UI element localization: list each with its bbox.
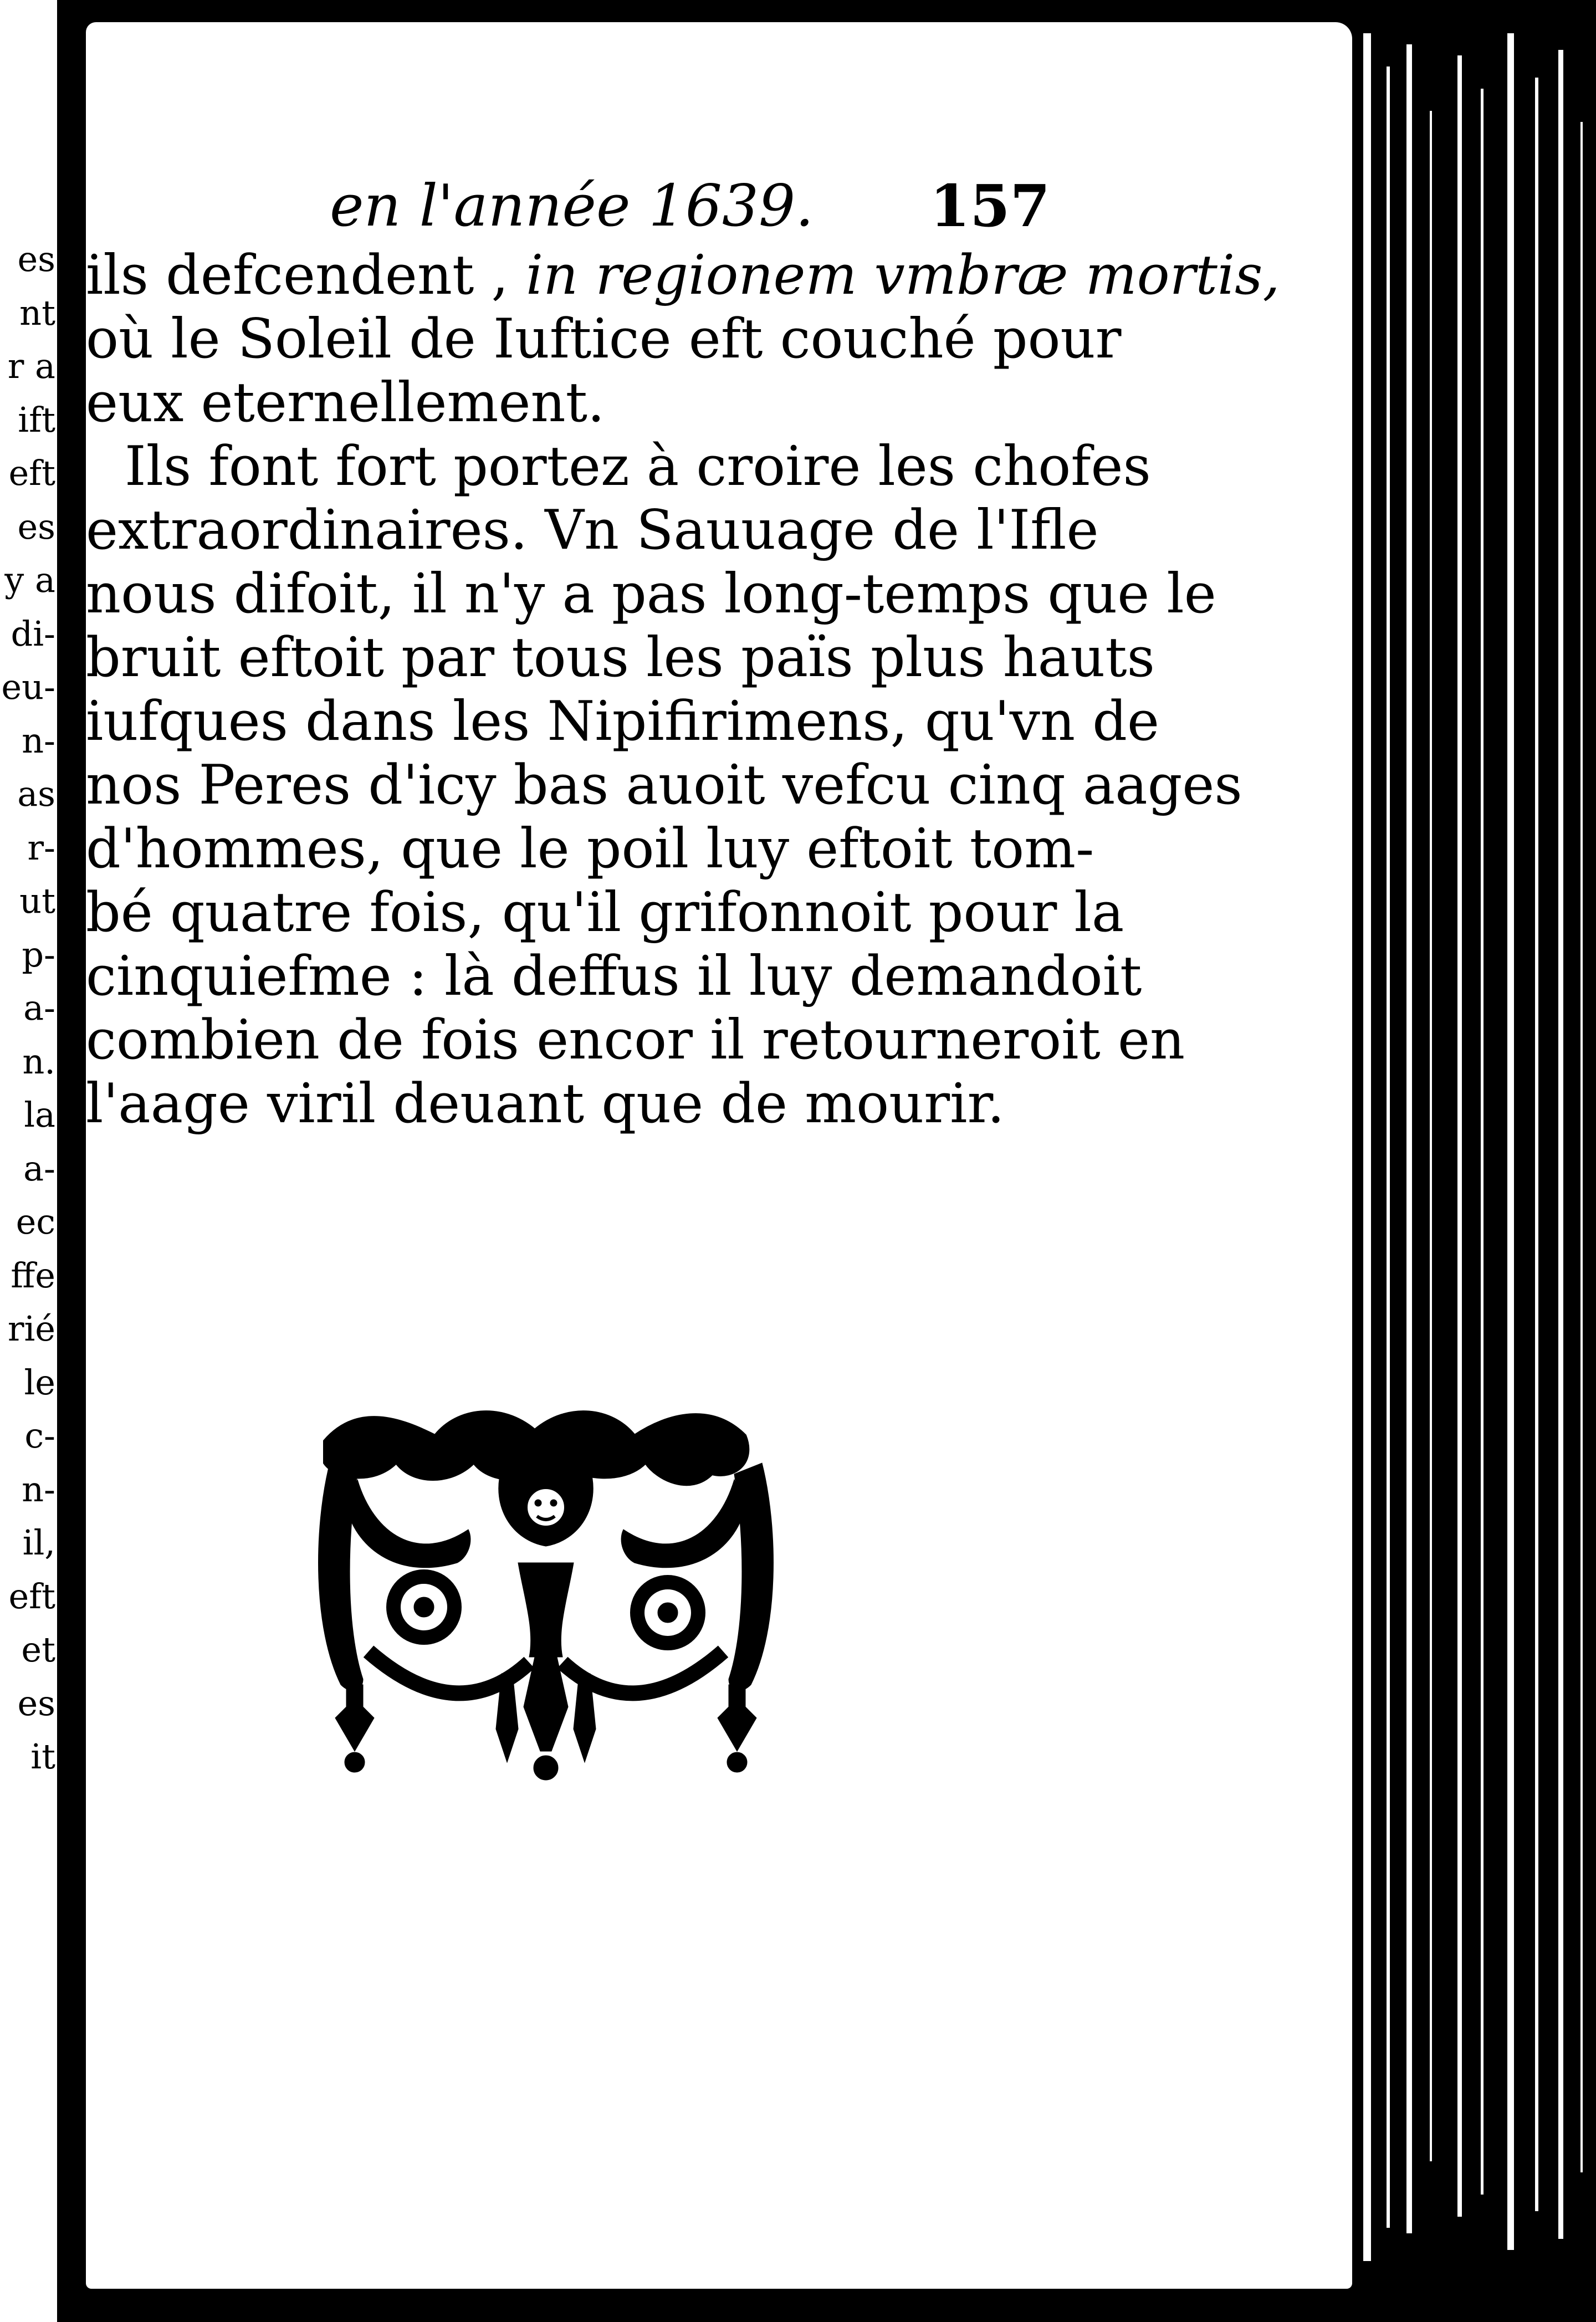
text-line: bé quatre fois, qu'il grifonnoit pour la (86, 881, 1124, 944)
left-facing-page (0, 0, 64, 2322)
text-line: cinquiefme : là deffus il luy demandoit (86, 945, 1142, 1008)
left-page-fragment: p- (22, 934, 55, 975)
running-title: en l'année 1639. (330, 172, 814, 239)
text-line: extraordinaires. Vn Sauuage de l'Ifle (86, 499, 1099, 562)
text-line (86, 244, 1280, 308)
left-page-fragment: rié (7, 1308, 55, 1349)
left-page-fragment: ift (18, 399, 55, 440)
left-page-fragment: n- (22, 1469, 55, 1510)
left-page-fragment: ut (19, 881, 55, 921)
left-page-fragment: le (24, 1362, 55, 1403)
text-line: iufques dans les Nipifirimens, qu'vn de (86, 690, 1160, 753)
left-page-fragment: es (17, 506, 55, 547)
left-page-fragment: ffe (11, 1255, 55, 1296)
running-head (86, 166, 1050, 238)
book-fore-edge (1352, 0, 1596, 2322)
left-page-fragment: di- (11, 613, 55, 654)
left-page-fragment: as (17, 774, 55, 814)
page-edge-strips (1352, 0, 1596, 2322)
left-page-fragment: ec (16, 1201, 55, 1242)
text-line: combien de fois encor il retourneroit en (86, 1009, 1185, 1072)
left-page-fragment: nt (19, 292, 55, 333)
left-page-fragment: a- (23, 1148, 55, 1189)
left-page-fragment: et (21, 1629, 55, 1670)
left-page-fragment: a- (23, 988, 55, 1028)
left-page-fragment: r a (7, 346, 55, 386)
text-line: Ils font fort portez à croire les chofes (125, 435, 1151, 498)
left-page-fragment: eft (8, 453, 55, 493)
text-line: bruit eftoit par tous les païs plus hauts (86, 626, 1155, 689)
page-number: 157 (929, 172, 1050, 240)
left-page-fragment: eft (8, 1576, 55, 1617)
left-page-fragment: it (30, 1736, 55, 1777)
left-page-fragment: c- (24, 1415, 55, 1456)
woodcut-ornament (291, 1397, 801, 1834)
left-page-fragment: il, (22, 1522, 55, 1563)
text-line: eux eternellement. (86, 371, 605, 434)
latin-phrase: in regionem vmbræ mortis, (525, 244, 1280, 307)
text-line: nos Peres d'icy bas auoit vefcu cinq aages (86, 754, 1242, 817)
left-page-fragment: y a (4, 560, 55, 600)
left-page-fragments (0, 233, 61, 1784)
left-page-fragment: la (24, 1094, 55, 1135)
text-block (86, 244, 1280, 1136)
left-page-fragment: n. (22, 1041, 55, 1082)
left-page-fragment: es (17, 1682, 55, 1723)
left-page-fragment: es (17, 239, 55, 279)
text-line: l'aage viril deuant que de mourir. (86, 1072, 1005, 1136)
text-line: où le Soleil de Iuftice eft couché pour (86, 308, 1122, 371)
left-page-fragment: n- (22, 720, 55, 761)
left-page-fragment: eu- (1, 667, 55, 707)
left-page-fragment: r- (27, 827, 55, 868)
book-page (86, 22, 1352, 2289)
text-line: d'hommes, que le poil luy eftoit tom- (86, 817, 1094, 881)
text-line: nous difoit, il n'y a pas long-temps que le (86, 562, 1216, 626)
text-line-roman: ils defcendent , (86, 244, 526, 307)
